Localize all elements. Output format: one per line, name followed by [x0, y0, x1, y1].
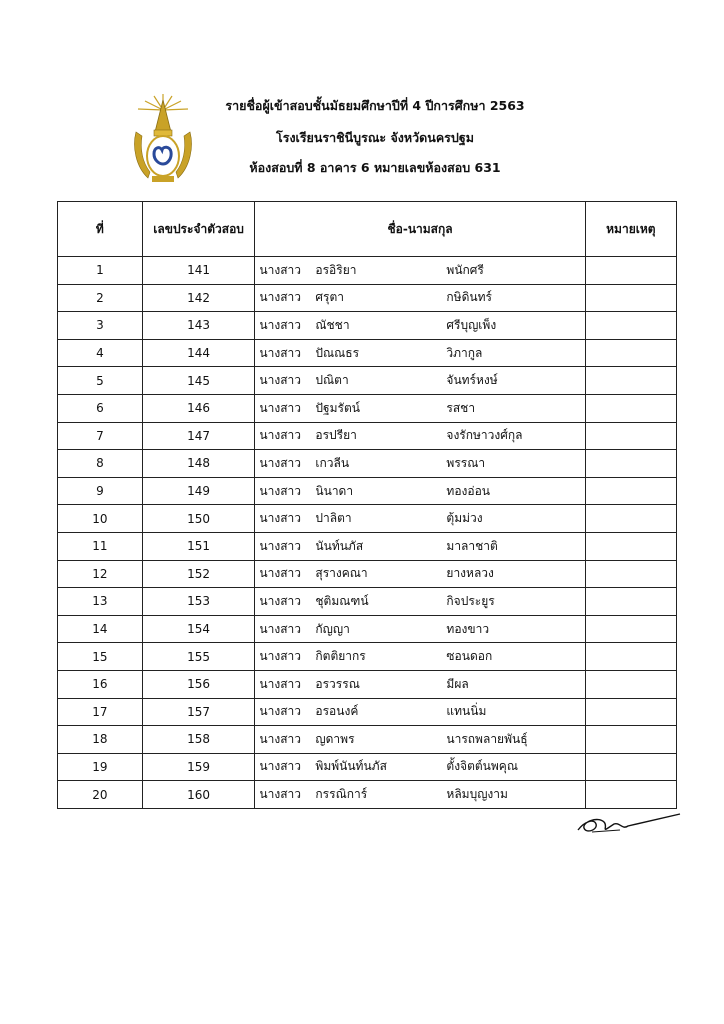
- last-name: วิภากูล: [446, 345, 483, 360]
- student-name: [255, 450, 585, 478]
- row-number: 19: [58, 753, 143, 781]
- table-row: [58, 477, 677, 505]
- first-name: อรอิริยา: [315, 262, 357, 277]
- exam-id: 158: [142, 726, 255, 754]
- table-row: [58, 670, 677, 698]
- name-prefix: นางสาว: [259, 373, 302, 388]
- student-name: [255, 560, 585, 588]
- table-row: [58, 367, 677, 395]
- first-name: กัญญา: [315, 621, 350, 636]
- first-name: อรวรรณ: [315, 676, 360, 691]
- name-prefix: นางสาว: [259, 538, 302, 553]
- table-row: [58, 422, 677, 450]
- table-row: [58, 284, 677, 312]
- exam-id: 141: [142, 257, 255, 285]
- exam-id: 159: [142, 753, 255, 781]
- student-name: [255, 367, 585, 395]
- last-name: มาลาชาติ: [446, 538, 498, 553]
- last-name: หลิมบุญงาม: [446, 787, 508, 802]
- exam-id: 156: [142, 670, 255, 698]
- row-number: 8: [58, 450, 143, 478]
- remark-cell: [585, 450, 676, 478]
- last-name: ตุ้มม่วง: [446, 511, 483, 526]
- remark-cell: [585, 477, 676, 505]
- exam-id: 153: [142, 588, 255, 616]
- first-name: นินาดา: [315, 483, 354, 498]
- row-number: 15: [58, 643, 143, 671]
- row-number: 11: [58, 532, 143, 560]
- student-name: [255, 422, 585, 450]
- student-name: [255, 698, 585, 726]
- student-name: [255, 615, 585, 643]
- table-row: [58, 560, 677, 588]
- exam-id: 144: [142, 339, 255, 367]
- remark-cell: [585, 753, 676, 781]
- student-name: [255, 781, 585, 809]
- exam-id: 160: [142, 781, 255, 809]
- row-number: 2: [58, 284, 143, 312]
- last-name: นารถพลายพันธุ์: [446, 731, 528, 746]
- exam-id: 149: [142, 477, 255, 505]
- student-name: [255, 726, 585, 754]
- first-name: เกวลีน: [315, 455, 350, 470]
- table-row: [58, 339, 677, 367]
- exam-id: 157: [142, 698, 255, 726]
- last-name: พรรณา: [446, 455, 486, 470]
- row-number: 16: [58, 670, 143, 698]
- table-row: [58, 726, 677, 754]
- remark-cell: [585, 257, 676, 285]
- remark-cell: [585, 284, 676, 312]
- exam-room-info: ห้องสอบที่ 8 อาคาร 6 หมายเลขห้องสอบ 631: [249, 160, 501, 175]
- name-prefix: นางสาว: [259, 262, 302, 277]
- exam-id: 147: [142, 422, 255, 450]
- header-exam-id: เลขประจำตัวสอบ: [142, 202, 255, 257]
- table-row: [58, 588, 677, 616]
- header-no: ที่: [58, 202, 143, 257]
- student-name: [255, 477, 585, 505]
- student-name: [255, 505, 585, 533]
- remark-cell: [585, 670, 676, 698]
- table-header-row: [58, 202, 677, 257]
- last-name: พนักศรี: [446, 262, 484, 277]
- school-name: โรงเรียนราชินีบูรณะ จังหวัดนครปฐม: [276, 130, 474, 145]
- name-prefix: นางสาว: [259, 759, 302, 774]
- student-name: [255, 670, 585, 698]
- first-name: ปณิตา: [315, 373, 349, 388]
- remark-cell: [585, 367, 676, 395]
- last-name: ตั้งจิตต์นพคุณ: [446, 759, 518, 774]
- remark-cell: [585, 560, 676, 588]
- name-prefix: นางสาว: [259, 593, 302, 608]
- name-prefix: นางสาว: [259, 649, 302, 664]
- remark-cell: [585, 532, 676, 560]
- exam-id: 146: [142, 394, 255, 422]
- name-prefix: นางสาว: [259, 345, 302, 360]
- document-title: รายชื่อผู้เข้าสอบชั้นมัธยมศึกษาปีที่ 4 ปีการศึกษา 2563: [225, 98, 525, 113]
- row-number: 13: [58, 588, 143, 616]
- student-name: [255, 532, 585, 560]
- signature: [574, 808, 684, 838]
- table-row: [58, 643, 677, 671]
- remark-cell: [585, 726, 676, 754]
- student-name: [255, 394, 585, 422]
- school-emblem-icon: [130, 92, 196, 186]
- student-name: [255, 257, 585, 285]
- first-name: นันท์นภัส: [315, 538, 364, 553]
- first-name: ณัชชา: [315, 317, 350, 332]
- exam-id: 155: [142, 643, 255, 671]
- row-number: 17: [58, 698, 143, 726]
- first-name: กรรณิการ์: [315, 787, 368, 802]
- name-prefix: นางสาว: [259, 483, 302, 498]
- name-prefix: นางสาว: [259, 400, 302, 415]
- exam-id: 150: [142, 505, 255, 533]
- last-name: ซอนดอก: [446, 649, 493, 664]
- remark-cell: [585, 588, 676, 616]
- table-row: [58, 698, 677, 726]
- exam-id: 151: [142, 532, 255, 560]
- last-name: ทองขาว: [446, 621, 490, 636]
- first-name: อรปรียา: [315, 428, 357, 443]
- last-name: กษิดินทร์: [446, 290, 492, 305]
- table-row: [58, 532, 677, 560]
- header-remark: หมายเหตุ: [585, 202, 676, 257]
- remark-cell: [585, 422, 676, 450]
- student-name: [255, 339, 585, 367]
- last-name: จันทร์หงษ์: [446, 373, 498, 388]
- last-name: จงรักษาวงศ์กุล: [446, 428, 523, 443]
- name-prefix: นางสาว: [259, 290, 302, 305]
- first-name: ชุติมณฑน์: [315, 593, 369, 608]
- first-name: พิมพ์นันท์นภัส: [315, 759, 387, 774]
- first-name: ญดาพร: [315, 731, 355, 746]
- table-row: [58, 450, 677, 478]
- last-name: ศรีบุญเพ็ง: [446, 317, 497, 332]
- remark-cell: [585, 505, 676, 533]
- first-name: สุรางคณา: [315, 566, 368, 581]
- name-prefix: นางสาว: [259, 428, 302, 443]
- name-prefix: นางสาว: [259, 787, 302, 802]
- first-name: ปัณณธร: [315, 345, 360, 360]
- student-name: [255, 284, 585, 312]
- row-number: 1: [58, 257, 143, 285]
- table-row: [58, 615, 677, 643]
- first-name: กิตติยากร: [315, 649, 366, 664]
- table-row: [58, 505, 677, 533]
- exam-id: 143: [142, 312, 255, 340]
- row-number: 7: [58, 422, 143, 450]
- table-row: [58, 312, 677, 340]
- remark-cell: [585, 698, 676, 726]
- header-name: ชื่อ-นามสกุล: [255, 202, 585, 257]
- name-prefix: นางสาว: [259, 731, 302, 746]
- student-name: [255, 312, 585, 340]
- last-name: ทองอ่อน: [446, 483, 490, 498]
- remark-cell: [585, 615, 676, 643]
- name-prefix: นางสาว: [259, 676, 302, 691]
- row-number: 5: [58, 367, 143, 395]
- last-name: มีผล: [446, 676, 469, 691]
- exam-id: 142: [142, 284, 255, 312]
- row-number: 18: [58, 726, 143, 754]
- first-name: ปาลิตา: [315, 511, 352, 526]
- first-name: อรอนงค์: [315, 704, 359, 719]
- table-row: [58, 781, 677, 809]
- row-number: 3: [58, 312, 143, 340]
- remark-cell: [585, 394, 676, 422]
- name-prefix: นางสาว: [259, 317, 302, 332]
- first-name: ศรุตา: [315, 290, 344, 305]
- row-number: 12: [58, 560, 143, 588]
- row-number: 9: [58, 477, 143, 505]
- remark-cell: [585, 312, 676, 340]
- name-prefix: นางสาว: [259, 511, 302, 526]
- exam-roster-table: [57, 201, 677, 809]
- name-prefix: นางสาว: [259, 455, 302, 470]
- last-name: รสชา: [446, 400, 476, 415]
- table-row: [58, 394, 677, 422]
- table-body: [58, 257, 677, 809]
- name-prefix: นางสาว: [259, 704, 302, 719]
- last-name: ยางหลวง: [446, 566, 494, 581]
- student-name: [255, 643, 585, 671]
- exam-id: 145: [142, 367, 255, 395]
- name-prefix: นางสาว: [259, 621, 302, 636]
- row-number: 20: [58, 781, 143, 809]
- last-name: กิจประยูร: [446, 593, 495, 608]
- remark-cell: [585, 781, 676, 809]
- table-row: [58, 257, 677, 285]
- row-number: 14: [58, 615, 143, 643]
- row-number: 10: [58, 505, 143, 533]
- first-name: ปัฐมรัตน์: [315, 400, 360, 415]
- last-name: แทนนิ่ม: [446, 704, 487, 719]
- exam-id: 152: [142, 560, 255, 588]
- remark-cell: [585, 339, 676, 367]
- name-prefix: นางสาว: [259, 566, 302, 581]
- table-row: [58, 753, 677, 781]
- row-number: 4: [58, 339, 143, 367]
- row-number: 6: [58, 394, 143, 422]
- remark-cell: [585, 643, 676, 671]
- exam-id: 154: [142, 615, 255, 643]
- student-name: [255, 753, 585, 781]
- student-name: [255, 588, 585, 616]
- exam-id: 148: [142, 450, 255, 478]
